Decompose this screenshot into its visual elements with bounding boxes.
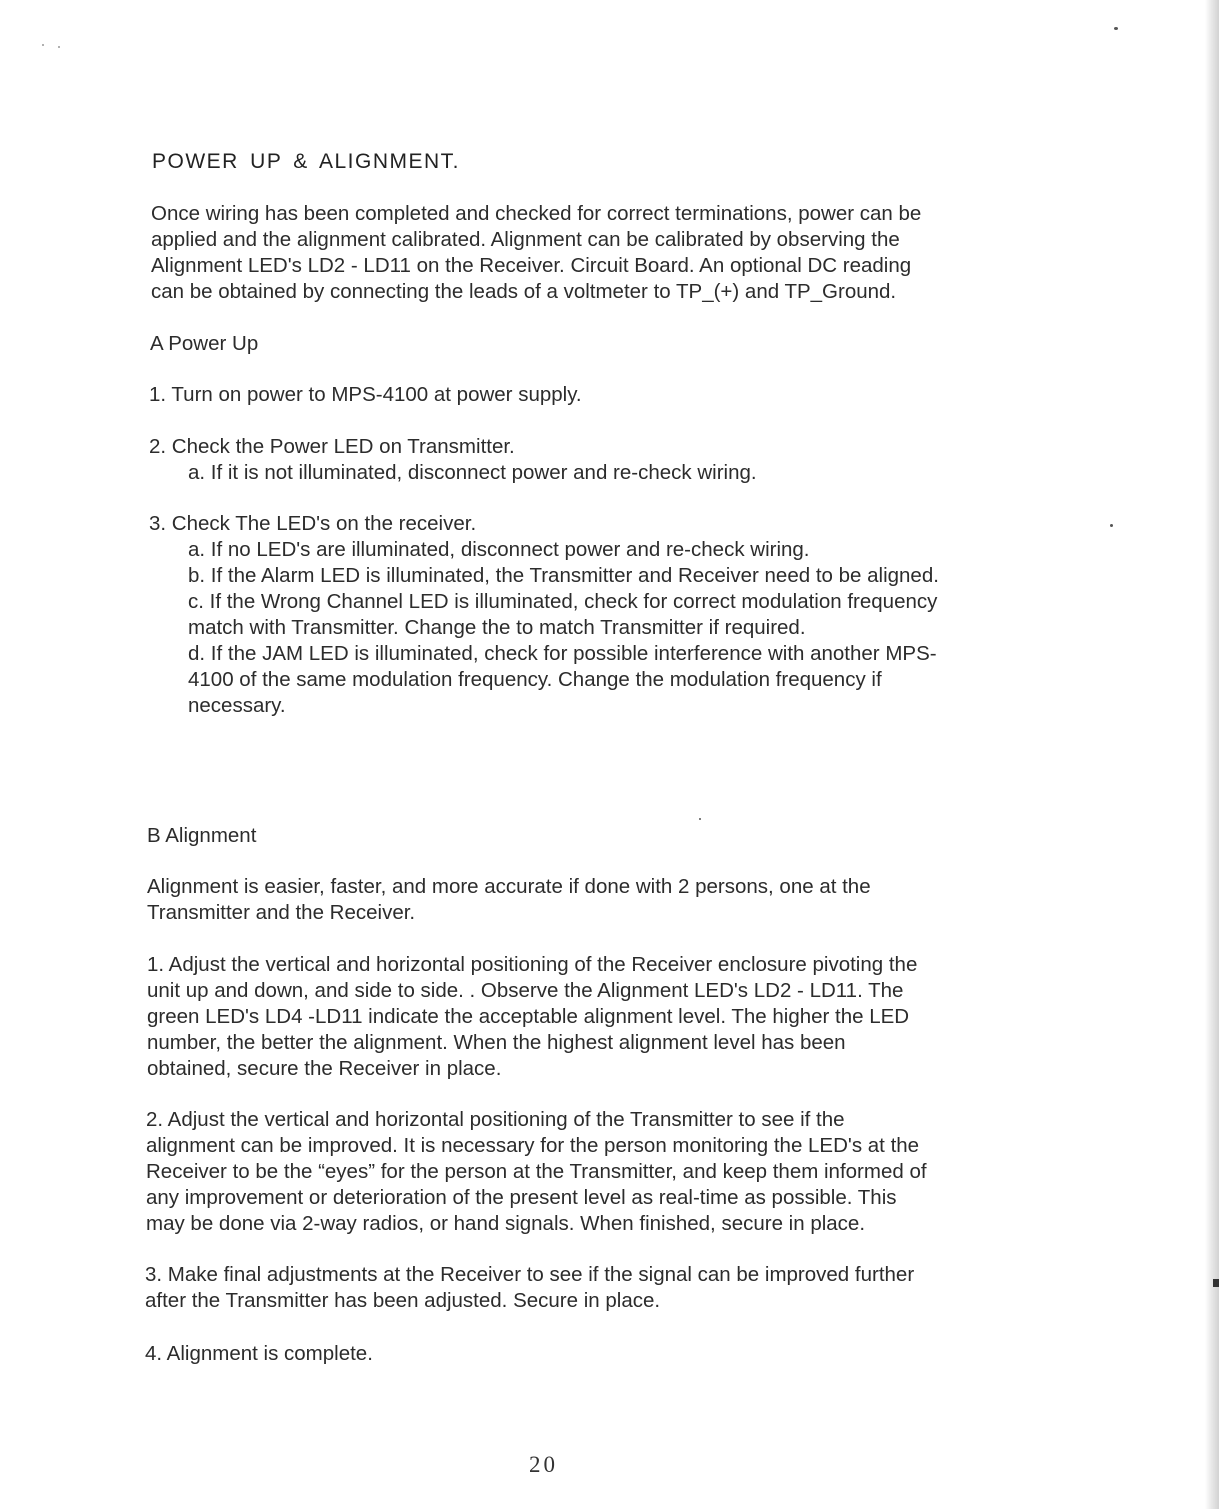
sub-step-line: c. If the Wrong Channel LED is illuminated, check for correct modulation frequency <box>188 590 938 613</box>
step-line: 3. Make final adjustments at the Receiver to see if the signal can be improved further <box>145 1263 915 1286</box>
step-line: 1. Adjust the vertical and horizontal positioning of the Receiver enclosure pivoting the <box>147 953 918 976</box>
sub-step-line: 4100 of the same modulation frequency. Change the modulation frequency if <box>188 668 882 691</box>
scan-speck <box>58 46 60 48</box>
section-a-title: A Power Up <box>150 332 259 355</box>
step-line: unit up and down, and side to side. . Observe the Alignment LED's LD2 - LD11. The <box>147 979 904 1002</box>
step-line: 2. Check the Power LED on Transmitter. <box>149 435 515 458</box>
section-b-step-3 <box>145 1262 914 1314</box>
scan-speck <box>1110 524 1113 527</box>
scan-speck <box>1114 27 1118 30</box>
sub-step-line: d. If the JAM LED is illuminated, check for possible interference with another MPS- <box>188 642 937 665</box>
intro-line: can be obtained by connecting the leads of a voltmeter to TP_(+) and TP_Ground. <box>151 280 897 303</box>
section-b-intro <box>147 874 871 926</box>
section-b-step-1 <box>147 952 917 1082</box>
step-line: green LED's LD4 -LD11 indicate the acceptable alignment level. The higher the LED <box>147 1005 910 1028</box>
step-line: any improvement or deterioration of the present level as real-time as possible. This <box>146 1186 897 1209</box>
section-a-step-3 <box>149 511 939 719</box>
sub-step-line: a. If it is not illuminated, disconnect power and re-check wiring. <box>188 461 757 484</box>
intro-line: Once wiring has been completed and checked for correct terminations, power can be <box>151 202 922 225</box>
step-line: may be done via 2-way radios, or hand signals. When finished, secure in place. <box>146 1212 866 1235</box>
step-line: obtained, secure the Receiver in place. <box>147 1057 502 1080</box>
intro-line: Alignment LED's LD2 - LD11 on the Receiver. Circuit Board. An optional DC reading <box>151 254 912 277</box>
step-line: alignment can be improved. It is necessary for the person monitoring the LED's at the <box>146 1134 920 1157</box>
section-b-step-2 <box>146 1107 927 1237</box>
intro-line: applied and the alignment calibrated. Alignment can be calibrated by observing the <box>151 228 900 251</box>
section-a-step-1: 1. Turn on power to MPS-4100 at power supply. <box>149 383 582 406</box>
scan-speck <box>1213 1279 1219 1287</box>
section-b-title: B Alignment <box>147 824 257 847</box>
sub-step-line: match with Transmitter. Change the to match Transmitter if required. <box>188 616 806 639</box>
scan-speck <box>699 818 701 820</box>
step-line: number, the better the alignment. When the highest alignment level has been <box>147 1031 846 1054</box>
page-number: 20 <box>529 1452 558 1477</box>
scan-speck <box>42 44 44 46</box>
intro-line: Alignment is easier, faster, and more accurate if done with 2 persons, one at the <box>147 875 871 898</box>
step-line: 2. Adjust the vertical and horizontal positioning of the Transmitter to see if the <box>146 1108 845 1131</box>
sub-step-line: a. If no LED's are illuminated, disconnect power and re-check wiring. <box>188 538 810 561</box>
intro-paragraph <box>151 201 921 305</box>
section-a-step-2 <box>149 434 757 486</box>
sub-step-line: b. If the Alarm LED is illuminated, the Transmitter and Receiver need to be aligned. <box>188 564 939 587</box>
step-line: 3. Check The LED's on the receiver. <box>149 512 477 535</box>
step-line: Receiver to be the “eyes” for the person at the Transmitter, and keep them informed of <box>146 1160 927 1183</box>
sub-step-line: necessary. <box>188 694 286 717</box>
section-b-step-4: 4. Alignment is complete. <box>145 1342 373 1365</box>
intro-line: Transmitter and the Receiver. <box>147 901 416 924</box>
step-line: after the Transmitter has been adjusted. Secure in place. <box>145 1289 661 1312</box>
page-title: POWER UP & ALIGNMENT. <box>152 150 460 173</box>
